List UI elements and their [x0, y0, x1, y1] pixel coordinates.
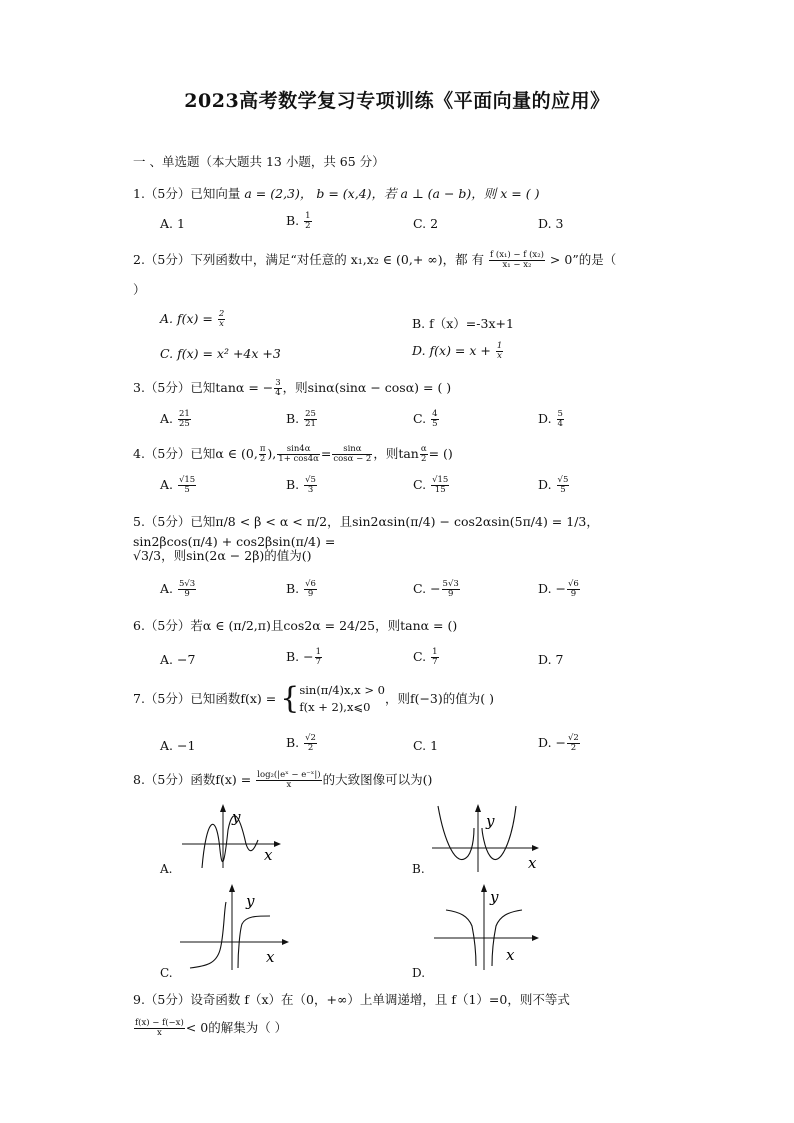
q5-option-c[interactable]: C. − $\frac{5√3}{9}$: [413, 579, 459, 599]
q5-option-a[interactable]: A. $\frac{5√3}{9}$: [160, 579, 196, 599]
q4-option-c[interactable]: C. $\frac{√15}{15}$: [413, 475, 449, 495]
q4-option-b[interactable]: B. $\frac{√5}{3}$: [286, 475, 316, 495]
q2-option-a[interactable]: A. f(x) = $\frac{2}{x}$: [160, 309, 225, 329]
svg-text:x: x: [266, 948, 275, 966]
graph-a[interactable]: [178, 800, 288, 870]
q2-stem: 2.（5分）下列函数中，满足“对任意的 x₁,x₂ ∈ (0,+ ∞)，都 有: [133, 252, 485, 267]
question-6: 6.（5分）若α ∈ (π/2,π)且cos2α = 24/25，则tanα = (): [133, 618, 458, 633]
graph-c-label: C.: [160, 966, 173, 980]
question-5: 5.（5分）已知π/8 < β < α < π/2，且sin2αsin(π/4) − cos2αsin(5π/4) = 1/3，sin2βcos(π/4) + cos2βsin(π/4) =: [133, 514, 599, 549]
q1-option-d[interactable]: D. 3: [538, 216, 564, 231]
svg-text:y: y: [232, 808, 241, 826]
q7-option-d[interactable]: D. − $\frac{√2}{2}$: [538, 733, 579, 753]
q6-option-a[interactable]: A. −7: [160, 652, 196, 667]
question-2: 2.（5分）下列函数中，满足“对任意的 x₁,x₂ ∈ (0,+ ∞)，都 有 $\frac{\text{f (x₁) − f (x₂)}}{\text{x₁ − x₂}}$ > 0”的是（: [133, 250, 617, 270]
svg-text:y: y: [486, 812, 495, 830]
q2-option-b[interactable]: B. f（x）=-3x+1: [412, 316, 514, 331]
q2-option-c[interactable]: C. f(x) = x² +4x +3: [160, 346, 281, 361]
q4-option-a[interactable]: A. $\frac{√15}{5}$: [160, 475, 196, 495]
graph-a-label: A.: [160, 862, 173, 876]
question-9: 9.（5分）设奇函数 f（x）在（0，+∞）上单调递增，且 f（1）=0，则不等式: [133, 992, 570, 1007]
q1-option-b[interactable]: B. $\frac{1}{2}$: [286, 211, 311, 231]
graph-c[interactable]: [176, 880, 294, 972]
q6-option-d[interactable]: D. 7: [538, 652, 564, 667]
q3-option-b[interactable]: B. $\frac{25}{21}$: [286, 409, 316, 429]
graph-b[interactable]: [428, 800, 548, 875]
q1-stem: 1.（5分）已知向量: [133, 186, 241, 201]
q6-option-b[interactable]: B. − $\frac{1}{7}$: [286, 647, 322, 667]
q2-stem-close: ）: [133, 282, 146, 297]
question-3: 3.（5分）已知tanα = − $\frac{3}{4}$ ，则sinα(sinα − cosα) = ( ): [133, 378, 452, 398]
q5-option-b[interactable]: B. $\frac{√6}{9}$: [286, 579, 316, 599]
q7-option-b[interactable]: B. $\frac{√2}{2}$: [286, 733, 316, 753]
q1-vec-b: b = (x,4)，若: [316, 186, 397, 201]
question-8: 8.（5分）函数f(x) = $\frac{\text{log₂(|eˣ − e⁻ˣ|)}}{x}$ 的大致图像可以为(): [133, 770, 433, 790]
q6-option-c[interactable]: C. $\frac{1}{7}$: [413, 647, 438, 667]
page-title: 2023高考数学复习专项训练《平面向量的应用》: [184, 90, 610, 112]
q7-option-a[interactable]: A. −1: [160, 738, 196, 753]
q5-option-d[interactable]: D. − $\frac{√6}{9}$: [538, 579, 579, 599]
q3-option-d[interactable]: D. $\frac{5}{4}$: [538, 409, 563, 429]
svg-text:x: x: [528, 854, 537, 872]
graph-d-label: D.: [412, 966, 426, 980]
question-9-line2: $\frac{f(x) - f(-x)}{x}$ < 0的解集为（ ）: [135, 1018, 288, 1038]
q4-option-d[interactable]: D. $\frac{√5}{5}$: [538, 475, 569, 495]
q2-option-d[interactable]: D. f(x) = x + $\frac{1}{x}$: [412, 341, 503, 361]
svg-text:x: x: [506, 946, 515, 964]
q1-vec-a: a = (2,3)，: [244, 186, 313, 201]
q1-option-a[interactable]: A. 1: [160, 216, 185, 231]
q1-option-c[interactable]: C. 2: [413, 216, 439, 231]
question-1: [133, 184, 663, 204]
q1-condition: a ⊥ (a − b)，则 x = ( ): [400, 186, 540, 201]
q7-option-c[interactable]: C. 1: [413, 738, 439, 753]
svg-text:y: y: [490, 888, 499, 906]
q3-option-a[interactable]: A. $\frac{21}{25}$: [160, 409, 190, 429]
question-7: 7.（5分）已知函数f(x) = { sin(π/4)x,x > 0 f(x + 2),x⩽0 ，则f(−3)的值为( ): [133, 681, 494, 716]
question-5-line2: √3/3，则sin(2α − 2β)的值为(): [133, 548, 312, 563]
graph-d[interactable]: [430, 880, 548, 972]
question-4: 4.（5分）已知α ∈ (0, $\frac{\pi}{2}$ ), $\frac{\sin 4\alpha}{1+ \cos 4\alpha}$ = $\frac{\sin\alpha}{\cos\alpha - 2}$ ，则tan $\frac{\alpha}{2}$ = (): [133, 444, 453, 464]
section-heading: 一 、单选题（本大题共 13 小题，共 65 分）: [133, 154, 385, 169]
svg-text:y: y: [246, 892, 255, 910]
svg-text:x: x: [264, 846, 273, 864]
q3-option-c[interactable]: C. $\frac{4}{5}$: [413, 409, 438, 429]
graph-b-label: B.: [412, 862, 425, 876]
